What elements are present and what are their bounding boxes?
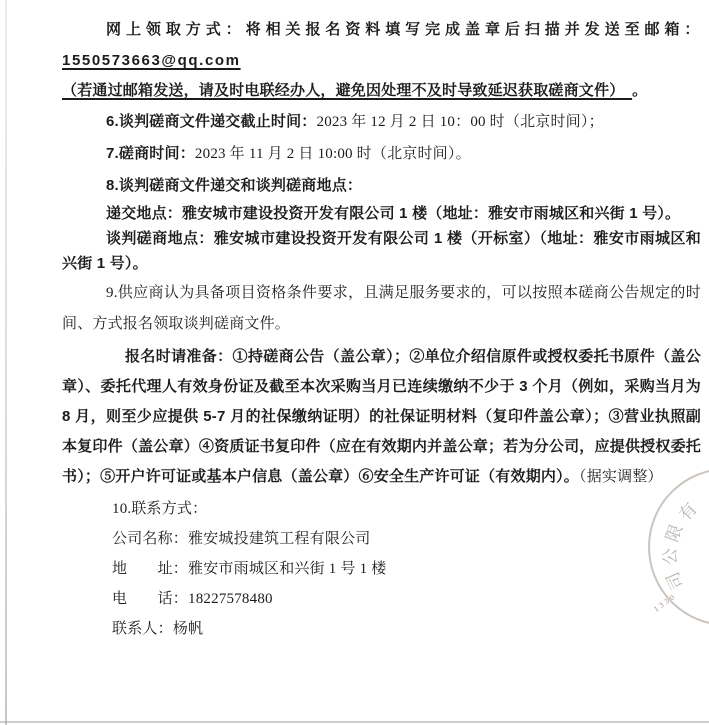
company-name-line [62,524,701,554]
scan-edge-bottom [0,721,709,723]
item7-value: 2023 年 11 月 2 日 10:00 时（北京时间）。 [194,146,471,162]
item6-deadline-line [62,106,701,138]
contact-person-value: 杨帆 [172,621,204,637]
seal-char: 有 [675,499,701,525]
seal-serial-digits: 1330 [651,591,679,614]
prepare-bold-text: 报名时请准备：①持磋商公告（盖公章）；②单位介绍信原件或授权委托书原件（盖公章）、委托代理人有效身份证及截至本次采购当月已连续缴纳不少于 3 个月（例如，采购当月为 8 月，则至少应提供 5-7 月的社保缴纳证明）的社保证明材料（复印件盖公章）；③营业执照副本复印件（盖公章）④资质证书复印件（应在有效期内并盖公章；若为分公司，应提供授权委托书）；⑤开户许可证或基本户信息（盖公章）⑥安全生产许可证（有效期内）。 [62,348,701,485]
address-value: 雅安市雨城区和兴街 1 号 1 楼 [188,561,387,577]
email-warning-underlined: （若通过邮箱发送，请及时电联经办人，避免因处理不及时导致延迟获取磋商文件） [62,82,633,99]
contact-person-label: 联系人： [112,621,173,637]
registration-prepare-paragraph [62,342,701,492]
company-name-value: 雅安城投建筑工程有限公司 [188,531,371,547]
scan-edge-left [5,0,7,725]
phone-line [62,584,701,614]
seal-char: 司 [663,568,688,593]
email-address: 1550573663@qq.com [62,52,241,69]
online-method-line [62,14,701,76]
item8-submit-location: 递交地点：雅安城市建设投资开发有限公司 1 楼（地址：雅安市雨城区和兴街 1 号）。 [106,205,681,222]
seal-char: 限 [662,521,687,545]
email-warning-period: 。 [632,82,648,99]
phone-label: 电 话： [112,591,189,607]
item7-negotiation-time-line [62,138,701,170]
item9-supplier-paragraph: 9.供应商认为具备项目资格条件要求，且满足服务要求的，可以按照本磋商公告规定的时间、方式报名领取谈判磋商文件。 [62,285,701,332]
item8-heading: 8.谈判磋商文件递交和谈判磋商地点： [106,177,363,194]
item6-value: 2023 年 12 月 2 日 10：00 时（北京时间）； [316,114,604,130]
seal-char: 公 [660,547,681,566]
item10-heading: 10.联系方式： [112,501,208,517]
item8-negotiate-location: 谈判磋商地点：雅安城市建设投资开发有限公司 1 楼（开标室）（地址：雅安市雨城区和兴街 1 号）。 [62,230,701,272]
item7-label: 7.磋商时间： [106,145,195,162]
online-method-label: 网上领取方式： [106,21,246,38]
company-name-label: 公司名称： [112,531,189,547]
email-warning-line [62,76,701,106]
prepare-adjust-note: （据实调整） [579,469,663,485]
online-method-text: 将相关报名资料填写完成盖章后扫描并发送至邮箱： [245,21,702,38]
contact-person-line [62,614,701,644]
item6-label: 6.谈判磋商文件递交截止时间： [106,113,317,130]
address-label: 地 址： [112,561,189,577]
phone-value: 18227578480 [188,591,273,607]
address-line [62,554,701,584]
contact-section [62,494,701,644]
